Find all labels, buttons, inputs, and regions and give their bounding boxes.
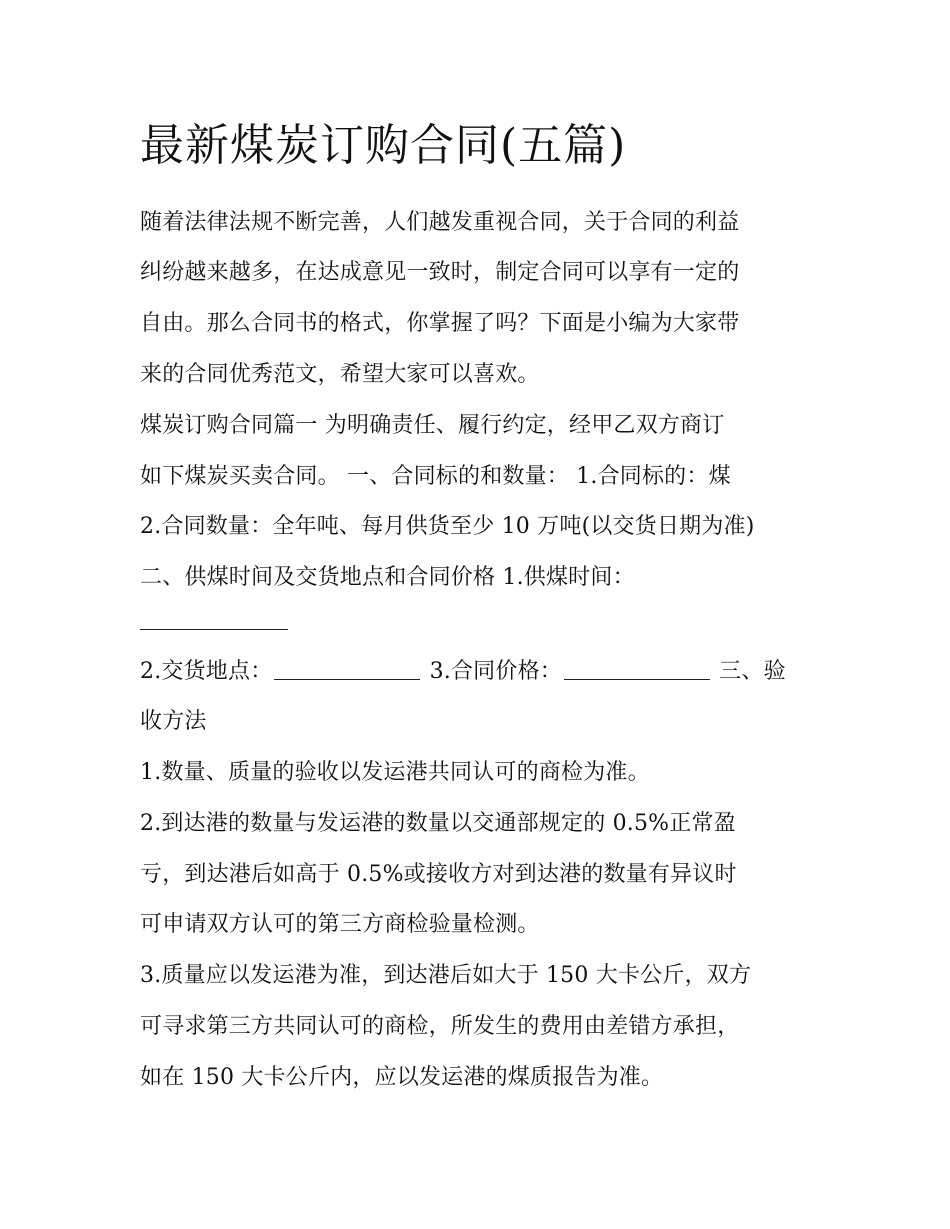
delivery-location-label: 2.交货地点： bbox=[140, 659, 273, 684]
section-three-label: 三、验 bbox=[711, 659, 786, 684]
blank-underline bbox=[564, 678, 710, 680]
paragraph-line: 二、供煤时间及交货地点和合同价格 1.供煤时间： bbox=[140, 565, 635, 590]
paragraph-line: 煤炭订购合同篇一 为明确责任、履行约定，经甲乙双方商订 bbox=[140, 413, 725, 438]
paragraph-line: 2.合同数量：全年吨、每月供货至少 10 万吨(以交货日期为准) bbox=[140, 514, 755, 539]
paragraph-line: 亏，到达港后如高于 0.5%或接收方对到达港的数量有异议时 bbox=[140, 862, 737, 887]
paragraph-line: 可寻求第三方共同认可的商检，所发生的费用由差错方承担， bbox=[140, 1014, 740, 1039]
paragraph-line: 纠纷越来越多，在达成意见一致时，制定合同可以享有一定的 bbox=[140, 260, 740, 285]
blank-underline bbox=[274, 678, 420, 680]
delivery-price-line bbox=[140, 656, 820, 688]
document-title: 最新煤炭订购合同(五篇) bbox=[140, 120, 627, 171]
paragraph-line: 1.数量、质量的验收以发运港共同认可的商检为准。 bbox=[140, 760, 650, 785]
contract-price-label: 3.合同价格： bbox=[422, 659, 562, 684]
paragraph-line: 如在 150 大卡公斤内，应以发运港的煤质报告为准。 bbox=[140, 1065, 664, 1090]
paragraph-line: 收方法 bbox=[140, 709, 207, 734]
paragraph-line: 随着法律法规不断完善，人们越发重视合同，关于合同的利益 bbox=[140, 210, 740, 235]
blank-underline bbox=[140, 629, 288, 630]
paragraph-line: 如下煤炭买卖合同。 一、合同标的和数量： 1.合同标的：煤 bbox=[140, 464, 731, 489]
paragraph-line: 可申请双方认可的第三方商检验量检测。 bbox=[140, 912, 540, 937]
paragraph-line: 2.到达港的数量与发运港的数量以交通部规定的 0.5%正常盈 bbox=[140, 811, 736, 836]
paragraph-line: 自由。那么合同书的格式，你掌握了吗？下面是小编为大家带 bbox=[140, 311, 740, 336]
paragraph-line: 来的合同优秀范文，希望大家可以喜欢。 bbox=[140, 362, 540, 387]
paragraph-line: 3.质量应以发运港为准，到达港后如大于 150 大卡公斤，双方 bbox=[140, 963, 752, 988]
